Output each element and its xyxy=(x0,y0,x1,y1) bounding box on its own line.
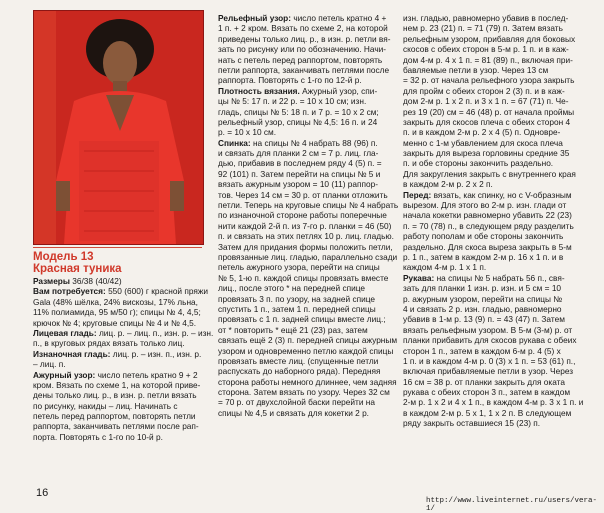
col3-line: Перед: вязать, как спинку, но с V-образным xyxy=(403,189,572,200)
col2-line: по изнаночной стороне работы поперечные xyxy=(218,210,387,221)
col2-line: лиц., после этого * на передней спице xyxy=(218,283,366,294)
col1-line: порта. Повторять с 1-го по 10-й р. xyxy=(33,431,163,442)
col1-line: – лиц. п. xyxy=(33,359,66,370)
col3-line: рез 19 (20) см = 46 (48) р. от начала проймы xyxy=(403,106,575,117)
col3-line: р. ажурным узором, перейти на спицы № xyxy=(403,293,563,304)
col3-line: 16 см = 38 р. от планки закрыть для оката xyxy=(403,376,565,387)
col3-line: каждом 4-м р. 1 х 1 п. xyxy=(403,262,487,273)
col2-line: Спинка: на спицы № 4 набрать 88 (96) п. xyxy=(218,137,378,148)
col1-line: 11% полиамида, 95 м/50 г); спицы № 4, 4,5; xyxy=(33,307,201,318)
title-rule xyxy=(33,247,202,248)
col2-line: Плотность вязания. Ажурный узор, спи- xyxy=(218,85,378,96)
col3-line: начала кокетки равномерно убавить 22 (23) xyxy=(403,210,572,221)
column-left xyxy=(33,276,213,442)
col3-line: Для закругления закрыть с внутреннего края xyxy=(403,168,576,179)
col2-line: рельефный узор, спицы № 4,5: 16 п. и 24 xyxy=(218,116,378,127)
col3-line: скосов с обеих сторон в 5-м р. 1 п. и в каж- xyxy=(403,44,569,55)
col3-line: планки прибавить для скосов рукава с обеих xyxy=(403,335,577,346)
col3-line: рукава с обеих сторон 3 п., затем в каждом xyxy=(403,387,571,398)
col2-line: р. = 10 х 10 см. xyxy=(218,127,277,138)
col2-line: 92 (101) п. Затем перейти на спицы № 5 и xyxy=(218,168,381,179)
col3-line: нем р. 23 (21) п. = 71 (79) п. Затем вязать xyxy=(403,23,563,34)
col2-line: провязанные лиц. гладью, параллельно сзади xyxy=(218,251,398,262)
col1-line: петель перед раппортом, повторять петли xyxy=(33,411,196,422)
col3-line: п. и обе стороны закончить раздельно. xyxy=(403,158,554,169)
col2-line: связать ещё 2 (3) п. передней спицы ажурным xyxy=(218,335,398,346)
col2-line: тов. Через 14 см = 30 р. от планки отложить xyxy=(218,189,388,200)
col1-line: Ажурный узор: число петель кратно 9 + 2 xyxy=(33,369,198,380)
col2-line: нать с петель перед раппортом, повторять xyxy=(218,54,383,65)
col3-line: для пройм с обеих сторон 2 (3) п. и в каж- xyxy=(403,85,565,96)
col2-line: петли. Теперь на круговые спицы № 4 набрать xyxy=(218,200,399,211)
col2-line: от * повторить * ещё 21 (23) раз, затем xyxy=(218,324,368,335)
model-photo-illustration xyxy=(34,11,203,244)
col3-line: изн. гладью, равномерно убавив в послед- xyxy=(403,13,569,23)
col3-line: вырезом. Для этого во 2-м р. изн. глади от xyxy=(403,200,567,211)
col1-line: п., в круговых рядах вязать только лиц. xyxy=(33,338,185,349)
col1-line: Изнаночная гладь: лиц. р. – изн. п., изн. р. xyxy=(33,348,202,359)
col2-line: цы № 5: 17 п. и 22 р. = 10 х 10 см; изн. xyxy=(218,96,367,107)
page-number: 16 xyxy=(36,487,49,499)
model-title xyxy=(33,251,122,275)
col2-line: приведены только лиц. р., в изн. р. петли вя- xyxy=(218,33,391,44)
col3-line: включая прибавляемые петли в узор. Через xyxy=(403,366,574,377)
col3-line: 1 п. и в каждом 4-м р. 0 (3) х 1 п. = 53 (61) п., xyxy=(403,355,576,366)
col3-line: вязать рельефным узором. В 5-м (3-м) р. от xyxy=(403,324,573,335)
col3-line: убавив в 1-м р. 13 (9) п. = 43 (47) п. Затем xyxy=(403,314,565,325)
model-number: Модель 13 xyxy=(33,251,94,263)
col3-line: Рукава: на спицы № 5 набрать 56 п., свя- xyxy=(403,272,565,283)
col2-line: гладь, спицы № 5: 18 п. и 7 р. = 10 х 2 см; xyxy=(218,106,379,117)
col3-line: рельефным узором, прибавляя для боковых xyxy=(403,33,576,44)
col3-line: п. = 70 (78) п., в следующем ряду разделить xyxy=(403,220,574,231)
col2-line: нити каждой 2-й п. из 7-го р. планки = 46 (50) xyxy=(218,220,392,231)
col1-line: раппорта, заканчивать петлями после рап- xyxy=(33,421,199,432)
col2-line: раппорта. Повторять с 1-го по 12-й р. xyxy=(218,75,362,86)
col3-line: закрыть для скосов плеча с обеих сторон 4 xyxy=(403,116,571,127)
col3-line: в каждом 2-м р. 5 х 1, 1 х 2 п. В следующем xyxy=(403,407,572,418)
col1-line: по рисунку, накиды – лиц. Начинать с xyxy=(33,400,178,411)
col2-line: Рельефный узор: число петель кратно 4 + xyxy=(218,13,387,23)
col3-line: ряду закрыть оставшиеся 15 (23) п. xyxy=(403,418,541,429)
column-right xyxy=(403,13,583,429)
source-url: http://www.liveinternet.ru/users/vera-1/ xyxy=(426,497,598,513)
col3-line: дом 4-м р. 4 х 1 п. = 81 (89) п., включая при- xyxy=(403,54,573,65)
col2-line: провязать с 1 п. задней спицы вместе лиц.; xyxy=(218,314,386,325)
col2-line: п. и связать на этих петлях 10 р. лиц. гладью. xyxy=(218,231,394,242)
col2-line: дью, прибавив в последнем ряду 4 (5) п. = xyxy=(218,158,382,169)
col3-line: зать для планки 1 изн. р. изн. и 5 см = 10 xyxy=(403,283,562,294)
col1-line: Лицевая гладь: лиц. р. – лиц. п., изн. р. – изн. xyxy=(33,327,214,338)
col3-line: в каждом 2-м р. 2 х 2 п. xyxy=(403,179,493,190)
column-middle xyxy=(218,13,398,418)
col2-line: и связать для планки 2 см = 7 р. лиц. гла- xyxy=(218,148,379,159)
col1-line: Размеры 36/38 (40/42) xyxy=(33,276,122,286)
col1-line: Gala (48% шёлка, 24% вискозы, 17% льна, xyxy=(33,296,198,307)
model-name: Красная туника xyxy=(33,263,122,275)
col2-line: сторона работы немного длиннее, чем задняя xyxy=(218,376,397,387)
col2-line: = 70 р. от двухслойной баски перейти на xyxy=(218,397,375,408)
col3-line: дом 2-м р. 1 х 2 п. и 3 х 1 п. = 67 (71) п. Че- xyxy=(403,96,569,107)
col3-line: п. и в каждом 2-м р. 2 х 4 (5) п. Одновре- xyxy=(403,127,561,138)
col2-line: провязать 3 п. по узору, на задней спице xyxy=(218,293,375,304)
col1-line: дены только лиц. р., в изн. р. петли вязать xyxy=(33,390,197,401)
col3-line: бавляемые петли в узор. Через 13 см xyxy=(403,64,549,75)
col2-line: петель ажурного узора, перейти на спицы xyxy=(218,262,380,273)
col2-line: распускать до наборного ряда). Передняя xyxy=(218,366,381,377)
col2-line: зать по рисунку или по обозначению. Начи- xyxy=(218,44,387,55)
col2-line: Затем для придания формы положить петли, xyxy=(218,241,393,252)
col2-line: провязать вместе лиц. (спущенные петли xyxy=(218,355,379,366)
col2-line: узором и одновременно петлю каждой спицы xyxy=(218,345,394,356)
col3-line: работу пополам и обе стороны закончить xyxy=(403,231,564,242)
col1-line: кром. Вязать по схеме 1, на которой приве- xyxy=(33,379,201,390)
col1-line: Вам потребуется: 550 (600) г красной пряжи xyxy=(33,286,209,297)
col3-line: р. 1 п., затем в каждом 2-м р. 16 х 1 п. и в xyxy=(403,251,564,262)
col3-line: 4 и связать 2 р. изн. гладью, равномерно xyxy=(403,303,562,314)
col3-line: раздельно. Для скоса выреза закрыть в 5-м xyxy=(403,241,572,252)
col2-line: петли раппорта, заканчивать петлями после xyxy=(218,64,390,75)
col2-line: спицы № 4,5 и связать для кокетки 2 р. xyxy=(218,407,369,418)
col3-line: 2-м р. 1 х 2 и 4 х 1 п., в каждом 4-м р. 3 х 1 п. и xyxy=(403,397,584,408)
col3-line: сторон 1 п., затем в каждом 6-м р. 4 (5) х xyxy=(403,345,561,356)
col2-line: спустить 1 п., затем 1 п. передней спицы xyxy=(218,303,376,314)
col2-line: № 5, 1-ю п. каждой спицы провязать вместе xyxy=(218,272,389,283)
col2-line: 1 п. + 2 кром. Вязать по схеме 2, на которой xyxy=(218,23,388,34)
col2-line: вязать ажурным узором = 10 (11) раппор- xyxy=(218,179,378,190)
col3-line: менно с 1-м убавлением для скоса плеча xyxy=(403,137,563,148)
col2-line: сторона. Затем вязать по узору. Через 32 см xyxy=(218,387,390,398)
model-photo xyxy=(33,10,204,245)
col3-line: = 32 р. от начала рельефного узора закрыть xyxy=(403,75,575,86)
col3-line: закрыть для выреза горловины средние 35 xyxy=(403,148,570,159)
col1-line: крючок № 4; круговые спицы № 4 и № 4,5. xyxy=(33,317,197,328)
